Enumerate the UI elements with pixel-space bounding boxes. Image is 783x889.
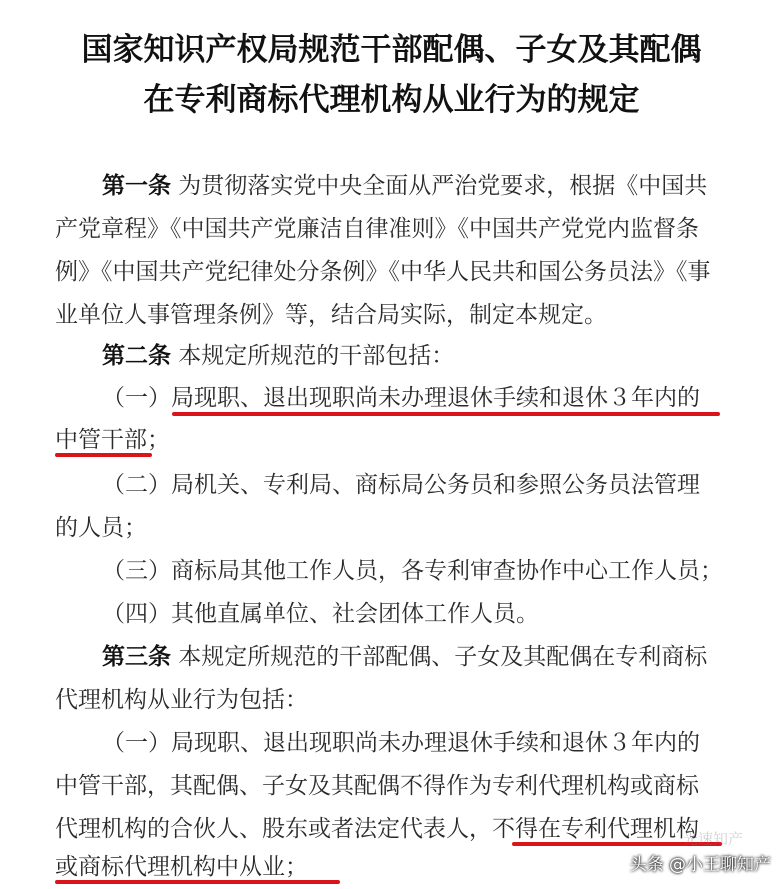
- document-title-line2: 在专利商标代理机构从业行为的规定: [143, 82, 640, 118]
- article1-line1: [102, 170, 707, 202]
- article3-line4: 中管干部，其配偶、子女及其配偶不得作为专利代理机构或商标: [55, 773, 699, 799]
- article1-text: 为贯彻落实党中央全面从严治党要求，根据《中国共: [171, 173, 708, 199]
- article3-line2: 代理机构从业行为包括：: [55, 687, 308, 713]
- underline-2: [55, 453, 152, 457]
- article2-intro: 本规定所规范的干部包括：: [171, 343, 455, 369]
- article2-item2-line1: （二）局机关、专利局、商标局公务员和参照公务员法管理: [102, 472, 700, 498]
- article3-line5: 代理机构的合伙人、股东或者法定代表人，不得在专利代理机构: [55, 816, 699, 842]
- watermark: 头条 @小王聊知产: [629, 855, 771, 875]
- underline-1: [172, 412, 720, 416]
- article2-item4: （四）其他直属单位、社会团体工作人员。: [102, 601, 539, 627]
- article2-item2-line2: 的人员；: [55, 515, 147, 541]
- article3-line6: 或商标代理机构中从业；: [55, 854, 308, 880]
- article3-line3: （一）局现职、退出现职尚未办理退休手续和退休３年内的: [102, 730, 700, 756]
- article1-line3: 例》《中国共产党纪律处分条例》《中华人民共和国公务员法》《事: [55, 259, 711, 285]
- article3-label: 第三条: [102, 644, 171, 670]
- article1-line4: 业单位人事管理条例》等，结合局实际，制定本规定。: [55, 302, 607, 328]
- article1-label: 第一条: [102, 173, 171, 199]
- article2-line1: [102, 340, 454, 372]
- article3-line1: [102, 641, 707, 673]
- article2-item3: （三）商标局其他工作人员，各专利审查协作中心工作人员；: [102, 558, 723, 584]
- article3-text: 本规定所规范的干部配偶、子女及其配偶在专利商标: [171, 644, 708, 670]
- article2-item1-line2: 中管干部；: [55, 427, 170, 453]
- watermark-faint: 光速知产: [682, 830, 743, 848]
- article1-line2: 产党章程》《中国共产党廉洁自律准则》《中国共产党党内监督条: [55, 216, 699, 242]
- article2-label: 第二条: [102, 343, 171, 369]
- underline-4: [55, 880, 340, 884]
- document-title-line1: 国家知识产权局规范干部配偶、子女及其配偶: [81, 32, 702, 68]
- article2-item1-line1: （一）局现职、退出现职尚未办理退休手续和退休３年内的: [102, 385, 700, 411]
